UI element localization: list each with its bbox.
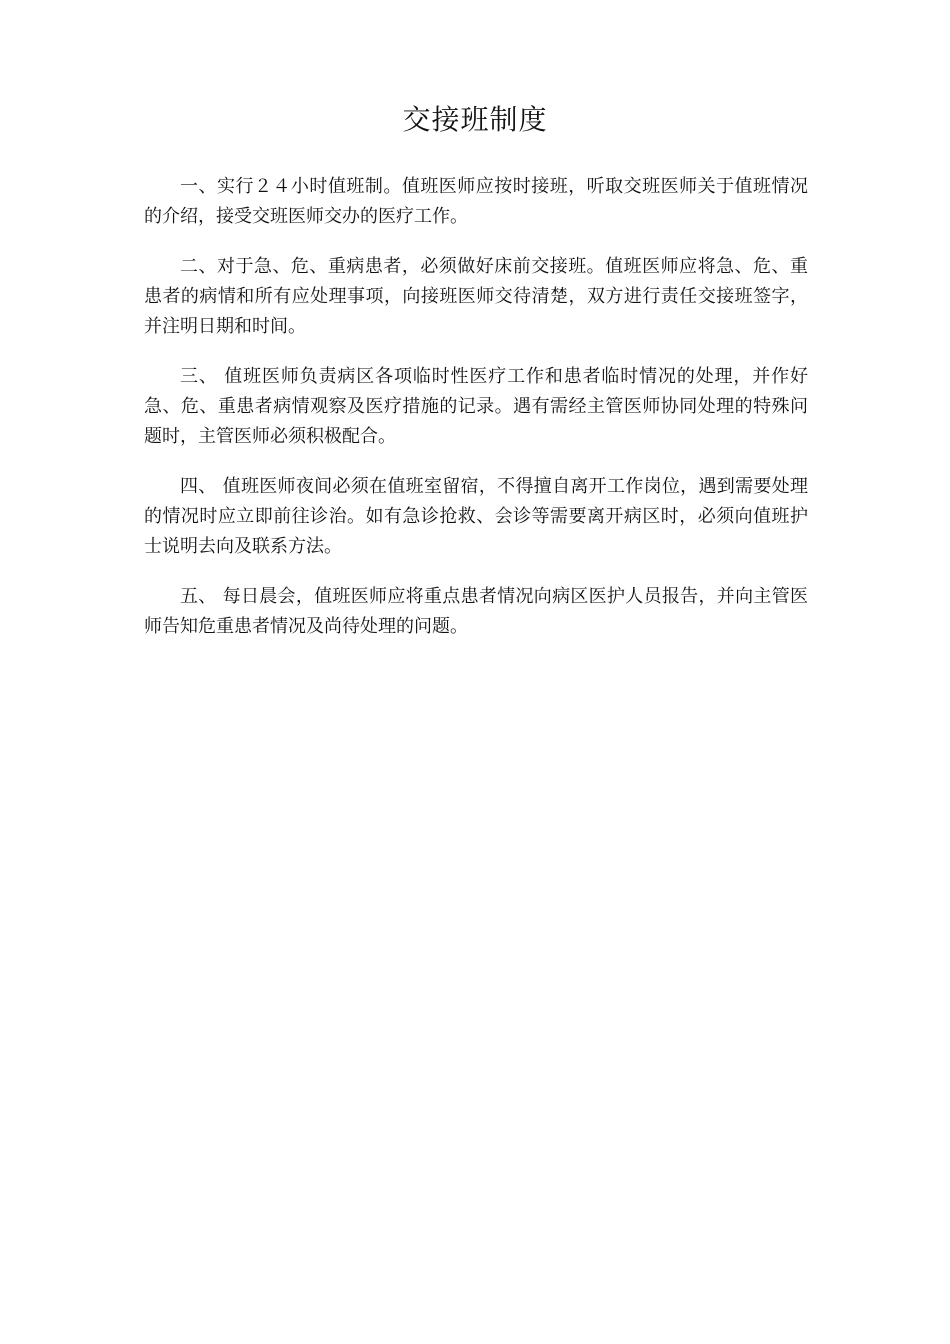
paragraph-number: 二、 (180, 256, 217, 277)
paragraph-4 (144, 472, 808, 562)
paragraph-text: 对于急、危、重病患者，必须做好床前交接班。值班医师应将急、危、重患者的病情和所有应处理事项，向接班医师交待清楚，双方进行责任交接班签字，并注明日期和时间。 (144, 256, 809, 337)
paragraph-number: 一、 (180, 176, 217, 197)
paragraph-5 (144, 582, 808, 642)
paragraph-2 (144, 252, 808, 342)
document-body (144, 172, 808, 662)
paragraph-text: 值班医师夜间必须在值班室留宿，不得擅自离开工作岗位，遇到需要处理的情况时应立即前往诊治。如有急诊抢救、会诊等需要离开病区时，必须向值班护士说明去向及联系方法。 (144, 476, 808, 557)
paragraph-1 (144, 172, 808, 232)
paragraph-text: 值班医师负责病区各项临时性医疗工作和患者临时情况的处理，并作好急、危、重患者病情观察及医疗措施的记录。遇有需经主管医师协同处理的特殊问题时，主管医师必须积极配合。 (144, 366, 808, 447)
paragraph-text: 每日晨会，值班医师应将重点患者情况向病区医护人员报告，并向主管医师告知危重患者情况及尚待处理的问题。 (144, 586, 808, 637)
paragraph-text: 实行２４小时值班制。值班医师应按时接班，听取交班医师关于值班情况的介绍，接受交班医师交办的医疗工作。 (144, 176, 809, 227)
paragraph-number: 四、 (180, 476, 223, 497)
paragraph-3 (144, 362, 808, 452)
document-title: 交接班制度 (402, 103, 548, 136)
paragraph-number: 三、 (180, 366, 225, 387)
paragraph-number: 五、 (180, 586, 223, 607)
